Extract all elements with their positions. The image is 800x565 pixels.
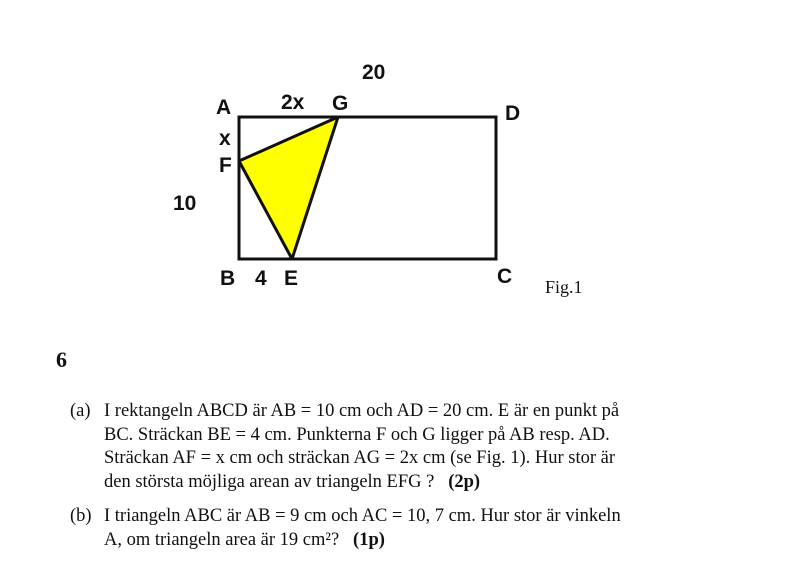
vertex-label-g: G [332, 92, 349, 115]
question-part-b [70, 505, 744, 552]
vertex-label-e: E [284, 267, 299, 290]
part-a-points: (2p) [448, 471, 481, 492]
part-b-tag: (b) [70, 506, 92, 526]
label-x: x [219, 127, 231, 150]
label-10: 10 [173, 192, 197, 215]
vertex-label-a: A [216, 96, 232, 119]
part-a-line: I rektangeln ABCD är AB = 10 cm och AD = 20 cm. E är en punkt på [104, 401, 620, 421]
part-a-line-text: den största möjliga arean av triangeln EFG ? [104, 471, 435, 492]
vertex-label-f: F [219, 154, 232, 177]
vertex-label-d: D [505, 102, 521, 125]
vertex-label-b: B [220, 267, 236, 290]
part-a-tag: (a) [70, 401, 91, 421]
part-a-line: BC. Sträckan BE = 4 cm. Punkterna F och G ligger på AB resp. AD. [104, 424, 610, 445]
part-a-line [104, 471, 744, 495]
label-20: 20 [362, 61, 386, 84]
vertex-label-c: C [497, 265, 513, 288]
part-b-line [104, 529, 744, 553]
part-b-line: I triangeln ABC är AB = 9 cm och AC = 10, 7 cm. Hur stor är vinkeln [104, 506, 621, 526]
label-2x: 2x [281, 91, 305, 114]
part-a-line: Sträckan AF = x cm och sträckan AG = 2x cm (se Fig. 1). Hur stor är [104, 448, 616, 468]
part-b-points: (1p) [353, 529, 385, 550]
question-number: 6 [56, 347, 67, 372]
part-b-line-text: A, om triangeln area är 19 cm²? [104, 529, 340, 550]
label-4: 4 [255, 267, 267, 290]
triangle-efg [239, 117, 338, 259]
figure-caption: Fig.1 [545, 277, 583, 297]
question-part-a [70, 400, 744, 494]
